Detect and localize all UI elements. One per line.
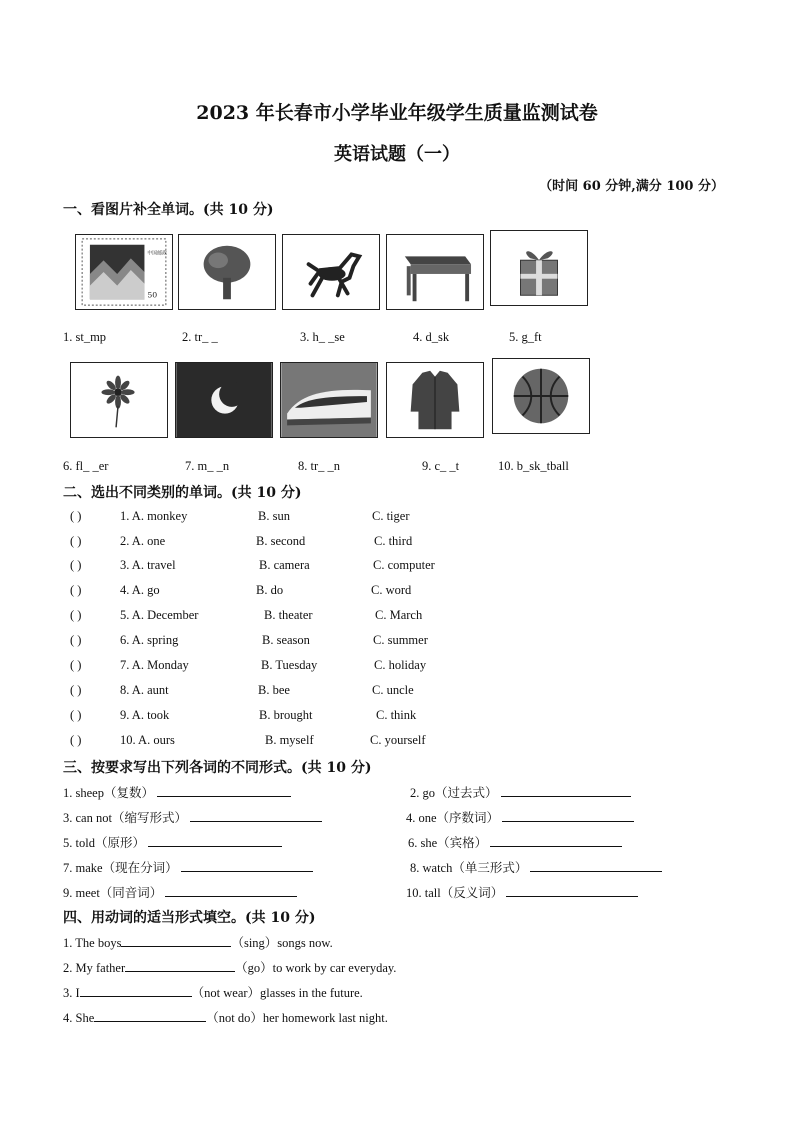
answer-line[interactable]	[165, 884, 297, 897]
option-c: C. March	[375, 608, 423, 622]
form-item: 4. one（序数词）	[406, 808, 634, 826]
answer-paren[interactable]: ( )	[70, 708, 82, 722]
option-b: B. bee	[258, 683, 290, 697]
section2-heading: 二、选出不同类别的单词。(共 10 分)	[63, 485, 302, 501]
option-b: B. do	[256, 583, 284, 597]
form-item: 9. meet（同音词）	[63, 883, 297, 901]
answer-line[interactable]	[190, 809, 322, 822]
option-b: B. brought	[259, 708, 313, 722]
horse-picture	[282, 234, 380, 310]
option-a: 9. A. took	[120, 708, 170, 722]
stamp-value-text: 50	[147, 290, 158, 300]
desk-picture	[386, 234, 484, 310]
fill-item: 2. My father （go）to work by car everyday.	[63, 961, 397, 975]
option-a: 5. A. December	[120, 608, 199, 622]
option-a: 3. A. travel	[120, 558, 176, 572]
word-2: 2. tr_ _	[182, 330, 218, 344]
gift-picture	[490, 230, 588, 306]
stamp-picture	[75, 234, 173, 310]
answer-paren[interactable]: ( )	[70, 633, 82, 647]
fill-item: 3. I （not wear）glasses in the future.	[63, 986, 363, 1000]
tree-picture	[178, 234, 276, 310]
word-4: 4. d_sk	[413, 330, 450, 344]
answer-paren[interactable]: ( )	[70, 558, 82, 572]
option-c: C. holiday	[374, 658, 427, 672]
answer-line[interactable]	[148, 834, 282, 847]
form-item: 8. watch（单三形式）	[410, 858, 662, 876]
word-7: 7. m_ _n	[185, 459, 230, 473]
answer-paren[interactable]: ( )	[70, 658, 82, 672]
form-item: 7. make（现在分词）	[63, 858, 313, 876]
form-item: 10. tall（反义词）	[406, 883, 638, 901]
option-c: C. third	[374, 534, 413, 548]
answer-paren[interactable]: ( )	[70, 608, 82, 622]
answer-line[interactable]	[530, 859, 662, 872]
answer-line[interactable]	[506, 884, 638, 897]
word-8: 8. tr_ _n	[298, 459, 341, 473]
option-c: C. word	[371, 583, 412, 597]
word-3: 3. h_ _se	[300, 330, 345, 344]
answer-line[interactable]	[181, 859, 313, 872]
section4-heading: 四、用动词的适当形式填空。(共 10 分)	[63, 910, 316, 926]
option-c: C. think	[376, 708, 417, 722]
answer-paren[interactable]: ( )	[70, 534, 82, 548]
option-a: 6. A. spring	[120, 633, 179, 647]
word-6: 6. fl_ _er	[63, 459, 109, 473]
answer-line[interactable]	[121, 934, 231, 947]
basketball-picture	[492, 358, 590, 434]
word-5: 5. g_ft	[509, 330, 542, 344]
fill-item: 4. She （not do）her homework last night.	[63, 1011, 388, 1025]
answer-paren[interactable]: ( )	[70, 583, 82, 597]
option-c: C. tiger	[372, 509, 410, 523]
form-item: 3. can not（缩写形式）	[63, 808, 322, 826]
answer-line[interactable]	[80, 984, 192, 997]
section3-heading: 三、按要求写出下列各词的不同形式。(共 10 分)	[63, 760, 372, 776]
option-c: C. computer	[373, 558, 435, 572]
option-b: B. sun	[258, 509, 290, 523]
option-a: 4. A. go	[120, 583, 160, 597]
word-10: 10. b_sk_tball	[498, 459, 569, 473]
option-c: C. yourself	[370, 733, 426, 747]
option-c: C. uncle	[372, 683, 414, 697]
answer-line[interactable]	[490, 834, 622, 847]
option-b: B. second	[256, 534, 306, 548]
stamp-country-text: 中国邮政	[147, 250, 167, 257]
train-picture	[280, 362, 378, 438]
coat-picture	[386, 362, 484, 438]
option-a: 10. A. ours	[120, 733, 175, 747]
option-b: B. theater	[264, 608, 313, 622]
form-item: 5. told（原形）	[63, 833, 282, 851]
flower-picture	[70, 362, 168, 438]
fill-item: 1. The boys （sing）songs now.	[63, 936, 333, 950]
option-a: 1. A. monkey	[120, 509, 188, 523]
answer-line[interactable]	[125, 959, 235, 972]
form-item: 2. go（过去式）	[410, 783, 631, 801]
exam-subtitle: 英语试题（一）	[334, 144, 460, 165]
option-a: 2. A. one	[120, 534, 166, 548]
answer-paren[interactable]: ( )	[70, 683, 82, 697]
moon-picture	[175, 362, 273, 438]
section1-heading: 一、看图片补全单词。(共 10 分)	[63, 202, 274, 218]
option-a: 8. A. aunt	[120, 683, 169, 697]
time-score-note: （时间 60 分钟,满分 100 分）	[539, 179, 724, 194]
option-b: B. camera	[259, 558, 310, 572]
word-9: 9. c_ _t	[422, 459, 460, 473]
word-1: 1. st_mp	[63, 330, 107, 344]
answer-paren[interactable]: ( )	[70, 509, 82, 523]
exam-title: 2023 年长春市小学毕业年级学生质量监测试卷	[196, 102, 598, 124]
answer-line[interactable]	[501, 784, 631, 797]
option-a: 7. A. Monday	[120, 658, 189, 672]
form-item: 6. she（宾格）	[408, 833, 622, 851]
form-item: 1. sheep（复数）	[63, 783, 291, 801]
answer-paren[interactable]: ( )	[70, 733, 82, 747]
option-b: B. season	[262, 633, 310, 647]
answer-line[interactable]	[94, 1009, 206, 1022]
answer-line[interactable]	[502, 809, 634, 822]
option-b: B. Tuesday	[261, 658, 318, 672]
answer-line[interactable]	[157, 784, 291, 797]
option-b: B. myself	[265, 733, 314, 747]
option-c: C. summer	[373, 633, 428, 647]
